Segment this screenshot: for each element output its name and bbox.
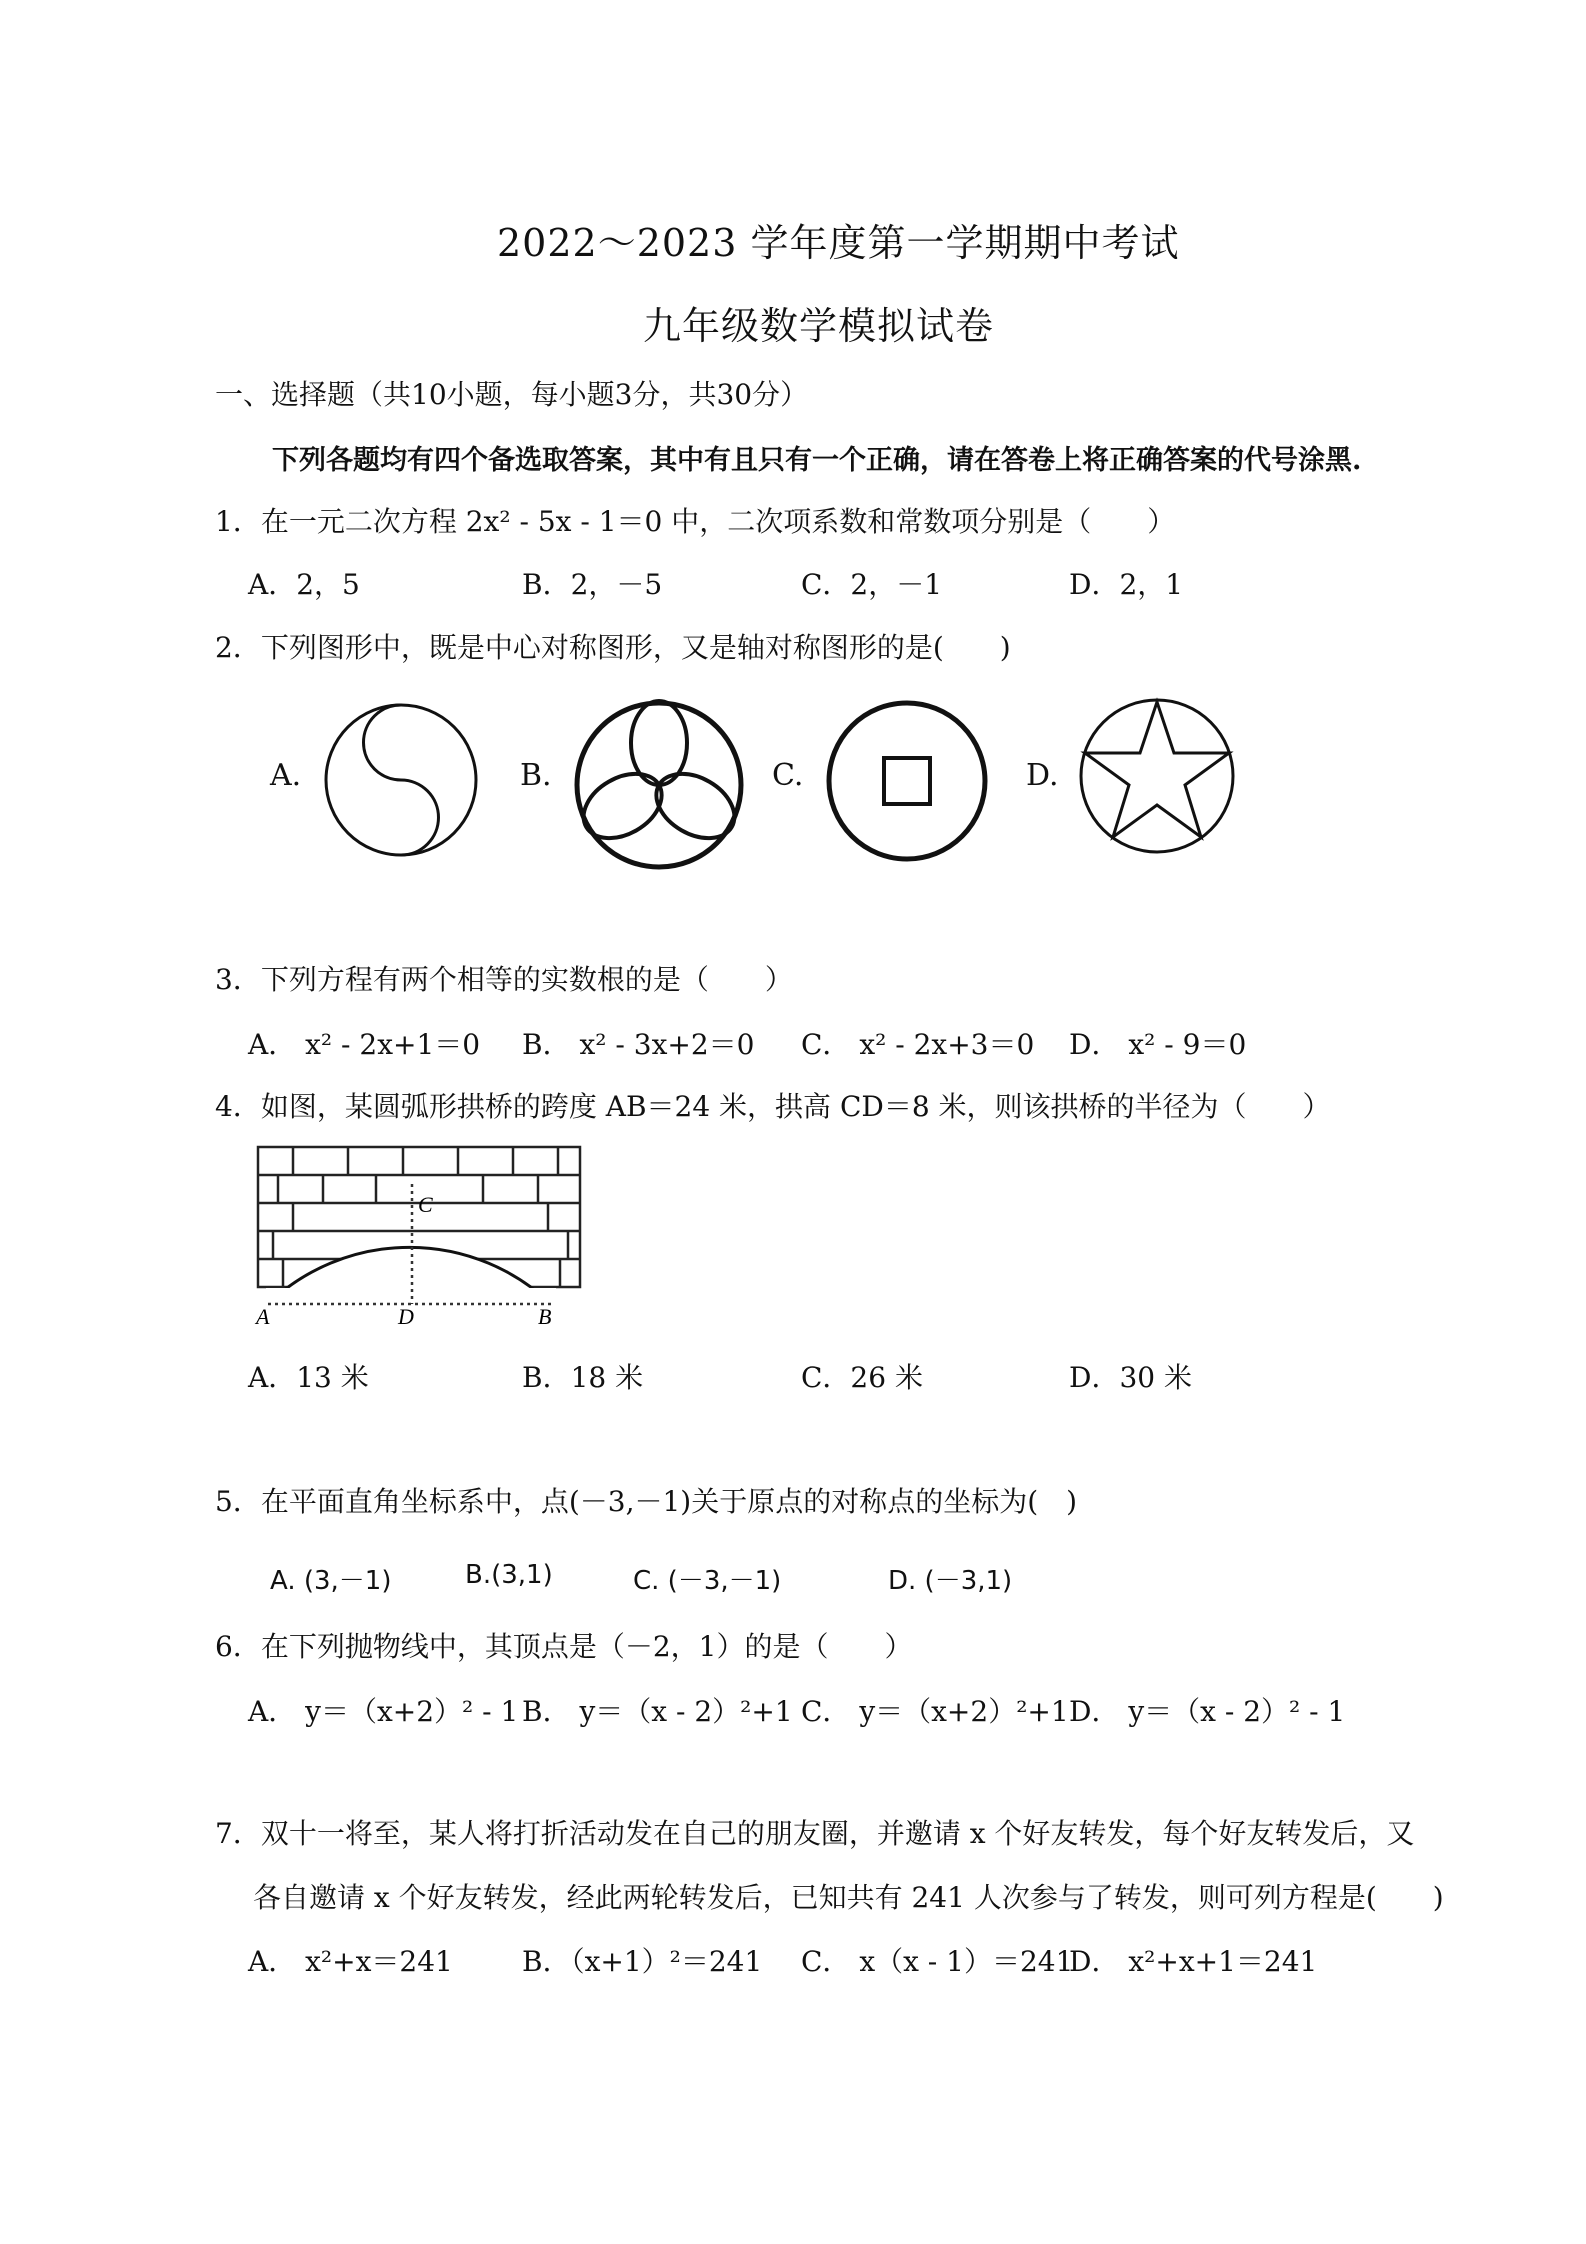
q4-option-d: D．30 米	[1069, 1361, 1192, 1394]
q2-figure-label-c: C.	[772, 758, 804, 793]
three-petal-circle-icon	[574, 700, 744, 870]
q6-option-b: B． y＝（x - 2）²+1	[522, 1695, 793, 1728]
q4-option-a: A．13 米	[248, 1361, 369, 1394]
question-number: 2．	[215, 631, 261, 664]
q5-option-b: B.(3,1)	[465, 1560, 553, 1590]
q1-option-d: D．2，1	[1069, 568, 1184, 601]
exam-title: 2022～2023 学年度第一学期期中考试	[497, 221, 1180, 265]
question-number: 5．	[215, 1485, 261, 1518]
q5-option-d: D. (－3,1)	[888, 1566, 1013, 1596]
question-6	[215, 1625, 912, 1665]
q3-option-a: A． x² - 2x+1＝0	[248, 1028, 481, 1061]
question-number: 3．	[215, 963, 261, 996]
q3-option-b: B． x² - 3x+2＝0	[522, 1028, 755, 1061]
q2-figure-label-d: D.	[1026, 758, 1059, 793]
star-in-circle-icon	[1078, 697, 1236, 855]
yin-yang-circle-icon	[323, 702, 479, 858]
question-5	[215, 1480, 1077, 1520]
question-text: 下列图形中，既是中心对称图形，又是轴对称图形的是( )	[260, 631, 1011, 664]
q4-option-c: C．26 米	[801, 1361, 923, 1394]
q2-figure-label-b: B.	[520, 758, 552, 793]
exam-subtitle: 九年级数学模拟试卷	[643, 304, 995, 348]
question-number: 7．	[215, 1817, 261, 1850]
section-heading: 一、选择题（共10小题，每小题3分，共30分）	[215, 378, 809, 411]
square-in-circle-icon	[826, 700, 988, 862]
question-number: 4．	[215, 1090, 261, 1123]
q5-option-a: A. (3,－1)	[270, 1566, 392, 1596]
q7-option-d: D． x²+x+1＝241	[1069, 1945, 1318, 1978]
q1-option-b: B．2，－5	[522, 568, 663, 601]
q3-option-c: C． x² - 2x+3＝0	[801, 1028, 1035, 1061]
question-1	[215, 500, 1175, 540]
question-number: 1．	[215, 505, 261, 538]
q7-option-b: B．（x+1）²＝241	[522, 1945, 763, 1978]
question-text-line-1: 双十一将至，某人将打折活动发在自己的朋友圈，并邀请 x 个好友转发，每个好友转发后，又	[260, 1817, 1415, 1850]
section-instruction: 下列各题均有四个备选取答案，其中有且只有一个正确，请在答卷上将正确答案的代号涂黑.	[272, 445, 1362, 476]
q6-option-c: C． y＝（x+2）²+1	[801, 1695, 1069, 1728]
q6-option-d: D． y＝（x - 2）² - 1	[1069, 1695, 1346, 1728]
q1-option-a: A．2，5	[248, 568, 360, 601]
q3-option-d: D． x² - 9＝0	[1069, 1028, 1247, 1061]
question-2	[215, 626, 1011, 666]
point-a-label: A	[256, 1304, 270, 1329]
question-3	[215, 958, 793, 998]
question-text: 在一元二次方程 2x² - 5x - 1＝0 中，二次项系数和常数项分别是（ ）	[260, 505, 1176, 538]
arch-bridge-figure	[248, 1142, 588, 1332]
question-text: 下列方程有两个相等的实数根的是（ ）	[260, 963, 793, 996]
point-d-label: D	[398, 1304, 414, 1329]
question-7	[215, 1812, 1414, 1852]
question-number: 6．	[215, 1630, 261, 1663]
question-4	[215, 1085, 1331, 1125]
q7-option-a: A． x²+x＝241	[248, 1945, 453, 1978]
question-text-line-2: 各自邀请 x 个好友转发，经此两轮转发后，已知共有 241 人次参与了转发，则可列方程是( )	[253, 1881, 1444, 1914]
q7-option-c: C． x（x - 1）＝241	[801, 1945, 1074, 1978]
q2-figure-label-a: A.	[270, 758, 302, 793]
q4-option-b: B．18 米	[522, 1361, 644, 1394]
point-b-label: B	[538, 1304, 552, 1329]
q6-option-a: A． y＝（x+2）² - 1	[248, 1695, 519, 1728]
q5-option-c: C. (－3,－1)	[633, 1566, 782, 1596]
point-c-label: C	[418, 1192, 433, 1217]
question-text: 在下列抛物线中，其顶点是（－2，1）的是（ ）	[260, 1630, 913, 1663]
q1-option-c: C．2，－1	[801, 568, 943, 601]
question-text: 如图，某圆弧形拱桥的跨度 AB＝24 米，拱高 CD＝8 米，则该拱桥的半径为（ ）	[260, 1090, 1331, 1123]
question-text: 在平面直角坐标系中，点(－3,－1)关于原点的对称点的坐标为( )	[260, 1485, 1078, 1518]
